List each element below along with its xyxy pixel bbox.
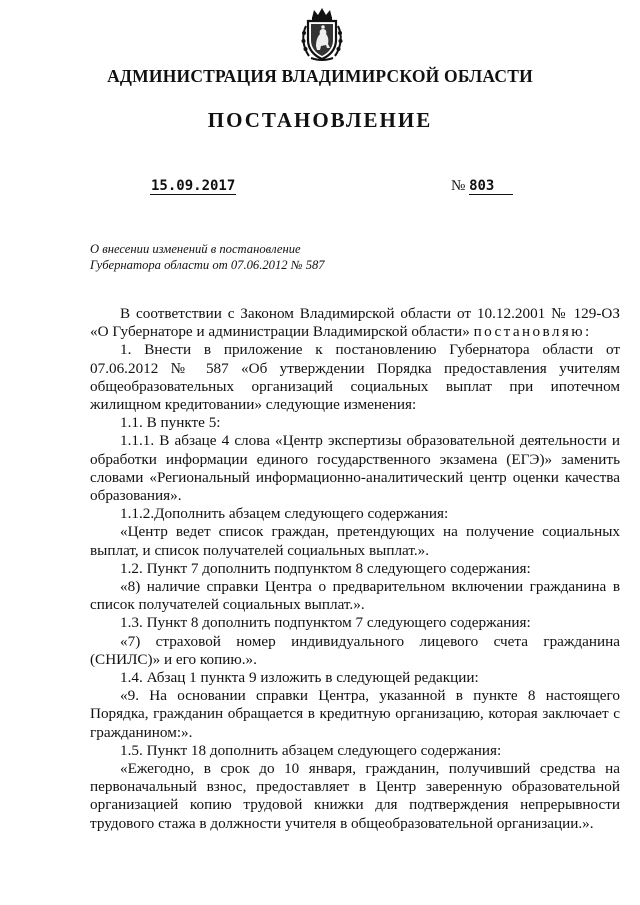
- preamble-decree: постановляю:: [473, 323, 592, 341]
- number-sign: №: [451, 178, 466, 194]
- item-1-5: 1.5. Пункт 18 дополнить абзацем следующего содержания:: [120, 741, 502, 759]
- item-1-3: 1.3. Пункт 8 дополнить подпунктом 7 следующего содержания:: [120, 614, 531, 632]
- organization-title: АДМИНИСТРАЦИЯ ВЛАДИМИРСКОЙ ОБЛАСТИ: [107, 66, 533, 86]
- document-type-title: ПОСТАНОВЛЕНИЕ: [207, 108, 433, 132]
- number-value: 803: [469, 178, 513, 195]
- coat-of-arms-icon: [299, 6, 345, 62]
- item-1-5-text: «Ежегодно, в срок до 10 января, гражданин, получивший средства на первоначальный взнос, предоставляет в Центр заверенную образовательной организацией копию трудовой книжки для подтверждения непрерывности трудового стажа в должности учителя в общеобразовательной организации.».: [90, 760, 620, 832]
- document-body: [90, 305, 620, 833]
- item-1-2-text: «8) наличие справки Центра о предварительном включении гражданина в список получателей социальных выплат.».: [90, 578, 620, 614]
- item-1-4-text: «9. На основании справки Центра, указанной в пункте 8 настоящего Порядка, гражданин обращается в кредитную организацию, которая заключает с гражданином:».: [90, 687, 620, 741]
- subject-line-2: Губернатора области от 07.06.2012 № 587: [90, 258, 325, 272]
- item-1-1-2: 1.1.2.Дополнить абзацем следующего содержания:: [120, 505, 449, 523]
- preamble-paragraph: [90, 305, 620, 341]
- item-1: 1. Внести в приложение к постановлению Губернатора области от 07.06.2012 № 587 «Об утверждении Порядка предоставления учителям общеобразовательных организаций социальных выплат при ипотечном жилищном кредитовании» следующие изменения:: [90, 341, 620, 414]
- preamble-text: В соответствии с Законом Владимирской области от 10.12.2001 № 129-ОЗ «О Губернаторе и администрации Владимирской области»: [90, 305, 620, 341]
- document-subject: [90, 241, 325, 273]
- item-1-1: 1.1. В пункте 5:: [120, 414, 221, 432]
- subject-line-1: О внесении изменений в постановление: [90, 242, 301, 256]
- item-1-2: 1.2. Пункт 7 дополнить подпунктом 8 следующего содержания:: [120, 559, 531, 577]
- item-1-1-2-text: «Центр ведет список граждан, претендующих на получение социальных выплат, и список получателей социальных выплат.».: [90, 523, 620, 559]
- item-1-3-text: «7) страховой номер индивидуального лицевого счета гражданина (СНИЛС)» и его копию.».: [90, 632, 620, 668]
- item-1-1-1: 1.1.1. В абзаце 4 слова «Центр экспертизы образовательной деятельности и обработки информации единого государственного экзамена (ЕГЭ)» заменить словами «Региональный информационно-аналитический центр оценки качества образования».: [90, 432, 620, 505]
- item-1-4: 1.4. Абзац 1 пункта 9 изложить в следующей редакции:: [120, 669, 479, 687]
- document-date: 15.09.2017: [151, 178, 236, 194]
- document-number: [451, 178, 513, 195]
